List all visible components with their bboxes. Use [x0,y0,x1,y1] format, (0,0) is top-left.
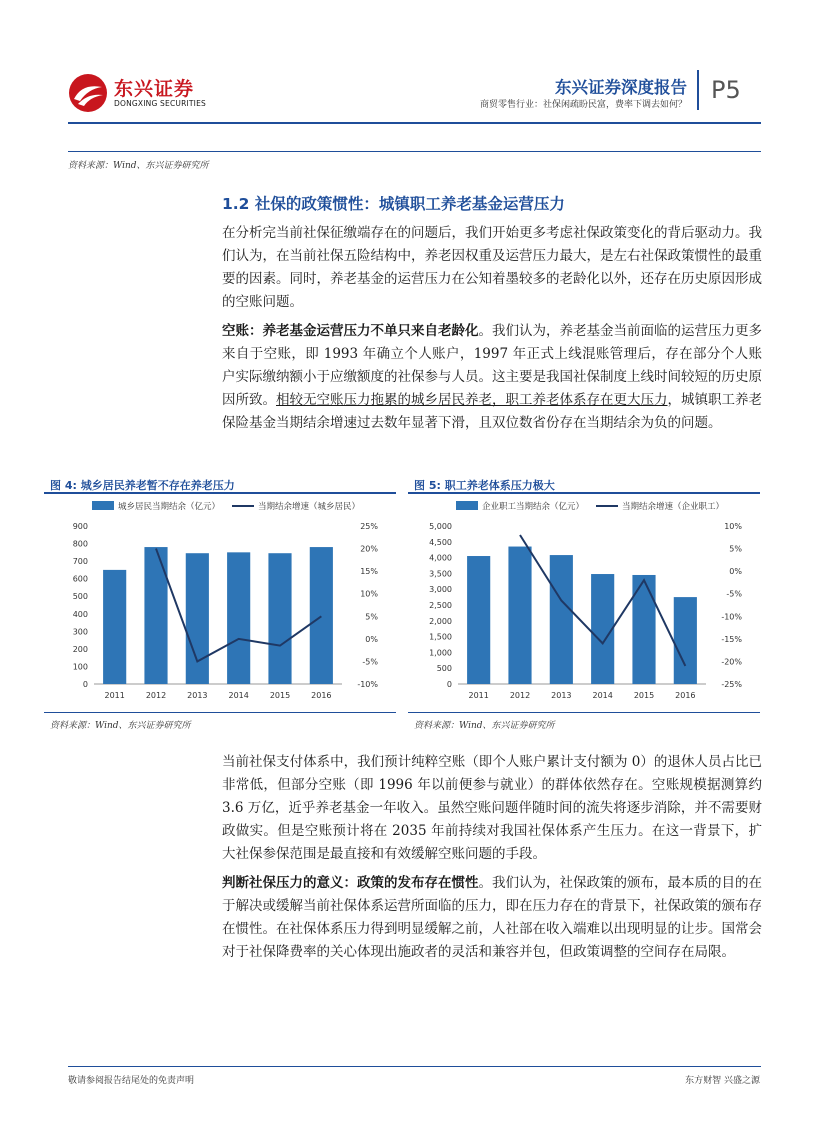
fig4-bar [268,553,291,684]
paragraph-2-text-a: 。我们认为，养老基金当前面临的运营压力更多来自于空账，即 1993 年确立个人账户，1997 年正式上线混账管理后，存在部分个人账户实际缴纳额小于应缴额度的社保参与人员。这主要是我国社保制度上线时间较短的历史原因所致。 [222,323,762,408]
fig4-y-right-tick: 20% [360,544,378,554]
fig5-bar [508,547,531,684]
fig4-x-tick: 2013 [187,691,208,700]
fig4-bar [227,552,250,684]
fig4-y-left-tick: 100 [72,662,88,672]
fig5-y-right-tick: -25% [721,680,742,689]
fig4-y-left-tick: 0 [82,680,88,689]
fig4-bar [186,553,209,684]
paragraph-4 [222,872,762,964]
fig5-y-right-tick: -5% [726,589,742,599]
fig4-bar [103,570,126,684]
figure-5-title: 图 5: 职工养老体系压力极大 [414,479,555,492]
fig5-y-left-tick: 4,500 [429,537,452,547]
fig4-y-left-tick: 700 [72,557,88,567]
fig4-y-left-tick: 300 [72,627,88,637]
header-divider [697,70,699,110]
figure-4-source: 资料来源：Wind、东兴证券研究所 [50,721,191,731]
fig5-bar [467,556,490,684]
fig5-y-right-tick: 10% [724,522,742,531]
fig5-x-tick: 2014 [592,691,613,700]
fig5-y-right-tick: -20% [721,657,742,667]
fig4-y-left-tick: 200 [72,644,88,654]
paragraph-3: 当前社保支付体系中，我们预计纯粹空账（即个人账户累计支付额为 0）的退休人员占比已非常低，但部分空账（即 1996 年以前便参与就业）的群体依然存在。空账规模据测算约 3.6 万亿，近乎养老基金一年收入。虽然空账问题伴随时间的流失将逐步消除，并不需要财政做实。但是空账预计将在 2035 年前持续对我国社保体系产生压力。在这一背景下，扩大社保参保范围是最直接和有效缓解空账问题的手段。 [222,754,762,862]
fig5-y-left-tick: 0 [446,680,452,689]
paragraph-1: 在分析完当前社保征缴端存在的问题后，我们开始更多考虑社保政策变化的背后驱动力。我们认为，在当前社保五险结构中，养老因权重及运营压力最大，是左右社保政策惯性的最重要的因素。同时，养老基金的运营压力在公知着墨较多的老龄化以外，还存在历史原因形成的空账问题。 [222,225,762,310]
report-title: 东兴证券深度报告 [555,78,687,97]
paragraph-4-text: 。我们认为，社保政策的颁布，最本质的目的在于解决或缓解当前社保体系运营所面临的压力，即在压力存在的背景下，社保政策的颁布存在惯性。在社保体系压力得到明显缓解之前，人社部在收入端难以出现明显的让步。国常会对于社保降费率的关心体现出施政者的灵活和兼容并包，但政策调整的空间存在局限。 [222,875,762,960]
fig5-bar [674,597,697,684]
fig4-y-right-tick: -10% [357,680,378,689]
fig5-y-right-tick: -10% [721,612,742,622]
header-rule [68,122,761,124]
fig5-bar [591,574,614,684]
fig5-y-right-tick: 0% [729,567,742,577]
fig5-y-left-tick: 2,000 [429,616,452,626]
figure-5-chart [408,496,760,710]
fig4-legend-line-label: 当期结余增速（城乡居民） [258,502,361,512]
fig4-y-left-tick: 800 [72,539,88,549]
fig4-x-tick: 2011 [104,691,125,700]
paragraph-4-lead: 判断社保压力的意义：政策的发布存在惯性 [222,875,479,891]
fig5-y-left-tick: 3,500 [429,569,452,579]
fig5-x-tick: 2013 [551,691,572,700]
fig5-y-left-tick: 3,000 [429,585,452,595]
top-source-note: 资料来源：Wind、东兴证券研究所 [68,161,209,171]
fig5-legend-bar-label: 企业职工当期结余（亿元） [482,502,585,512]
fig4-y-left-tick: 400 [72,609,88,619]
fig4-y-left-tick: 500 [72,592,88,602]
fig4-y-right-tick: 0% [365,634,378,644]
paragraph-2-underlined: 相较无空账压力拖累的城乡居民养老，职工养老体系存在更大压力 [276,392,668,408]
fig5-y-right-tick: 5% [729,544,742,554]
fig5-bar [550,555,573,684]
fig5-x-tick: 2015 [633,691,655,700]
paragraph-2-text-b: ，城镇职工养老保险基金当期结余增速过去数年显著下滑，且双位数省份存在当期结余为负的问题。 [222,392,762,431]
figure-5-source: 资料来源：Wind、东兴证券研究所 [414,721,555,731]
fig5-y-left-tick: 4,000 [429,553,452,563]
fig5-x-tick: 2016 [675,691,696,700]
fig4-x-tick: 2015 [269,691,291,700]
fig4-x-tick: 2012 [145,691,167,700]
fig5-legend-line-label: 当期结余增速（企业职工） [622,502,725,512]
fig4-y-left-tick: 600 [72,574,88,584]
footer-slogan: 东方财智 兴盛之源 [685,1076,760,1086]
footer-disclaimer: 敬请参阅报告结尾处的免责声明 [68,1076,195,1086]
fig4-bar [310,547,333,684]
fig5-y-left-tick: 2,500 [429,601,452,610]
fig4-y-right-tick: 5% [365,612,378,622]
figure-4-title: 图 4: 城乡居民养老暂不存在养老压力 [50,479,235,492]
paragraph-2-lead: 空账：养老基金运营压力不单只来自老龄化 [222,323,479,339]
fig5-y-left-tick: 5,000 [429,522,452,531]
figure-4-bottom-rule [44,712,396,713]
fig4-legend-bar-swatch [92,501,114,510]
figure-4-chart [44,496,396,710]
fig4-bar [144,547,167,684]
fig5-y-right-tick: -15% [721,634,742,644]
dongxing-logo-icon [68,73,108,113]
figure-4-rule [44,492,396,494]
fig4-y-right-tick: -5% [362,657,378,667]
footer-rule [68,1066,761,1067]
fig4-y-left-tick: 900 [72,522,88,531]
fig5-y-left-tick: 1,500 [429,632,452,642]
fig5-x-tick: 2011 [468,691,489,700]
brand-name-en: DONGXING SECURITIES [114,99,206,108]
fig5-y-left-tick: 500 [436,664,452,674]
fig4-y-right-tick: 25% [360,522,378,531]
section-title: 1.2 社保的政策惯性：城镇职工养老基金运营压力 [222,195,565,213]
paragraph-2 [222,320,762,435]
top-source-rule [68,151,761,152]
fig4-x-tick: 2016 [311,691,332,700]
figure-5-rule [408,492,760,494]
figure-5-bottom-rule [408,712,760,713]
page-number: P5 [711,76,741,104]
fig4-y-right-tick: 10% [360,589,378,599]
report-subtitle: 商贸零售行业：社保闲疏盼民富，费率下调去如何？ [479,100,687,110]
fig4-y-right-tick: 15% [360,567,378,577]
fig5-x-tick: 2012 [509,691,531,700]
brand-name: 东兴证券 [114,78,195,100]
fig4-legend-bar-label: 城乡居民当期结余（亿元） [118,502,221,512]
fig5-y-left-tick: 1,000 [429,648,452,658]
fig4-x-tick: 2014 [228,691,249,700]
fig5-legend-bar-swatch [456,501,478,510]
